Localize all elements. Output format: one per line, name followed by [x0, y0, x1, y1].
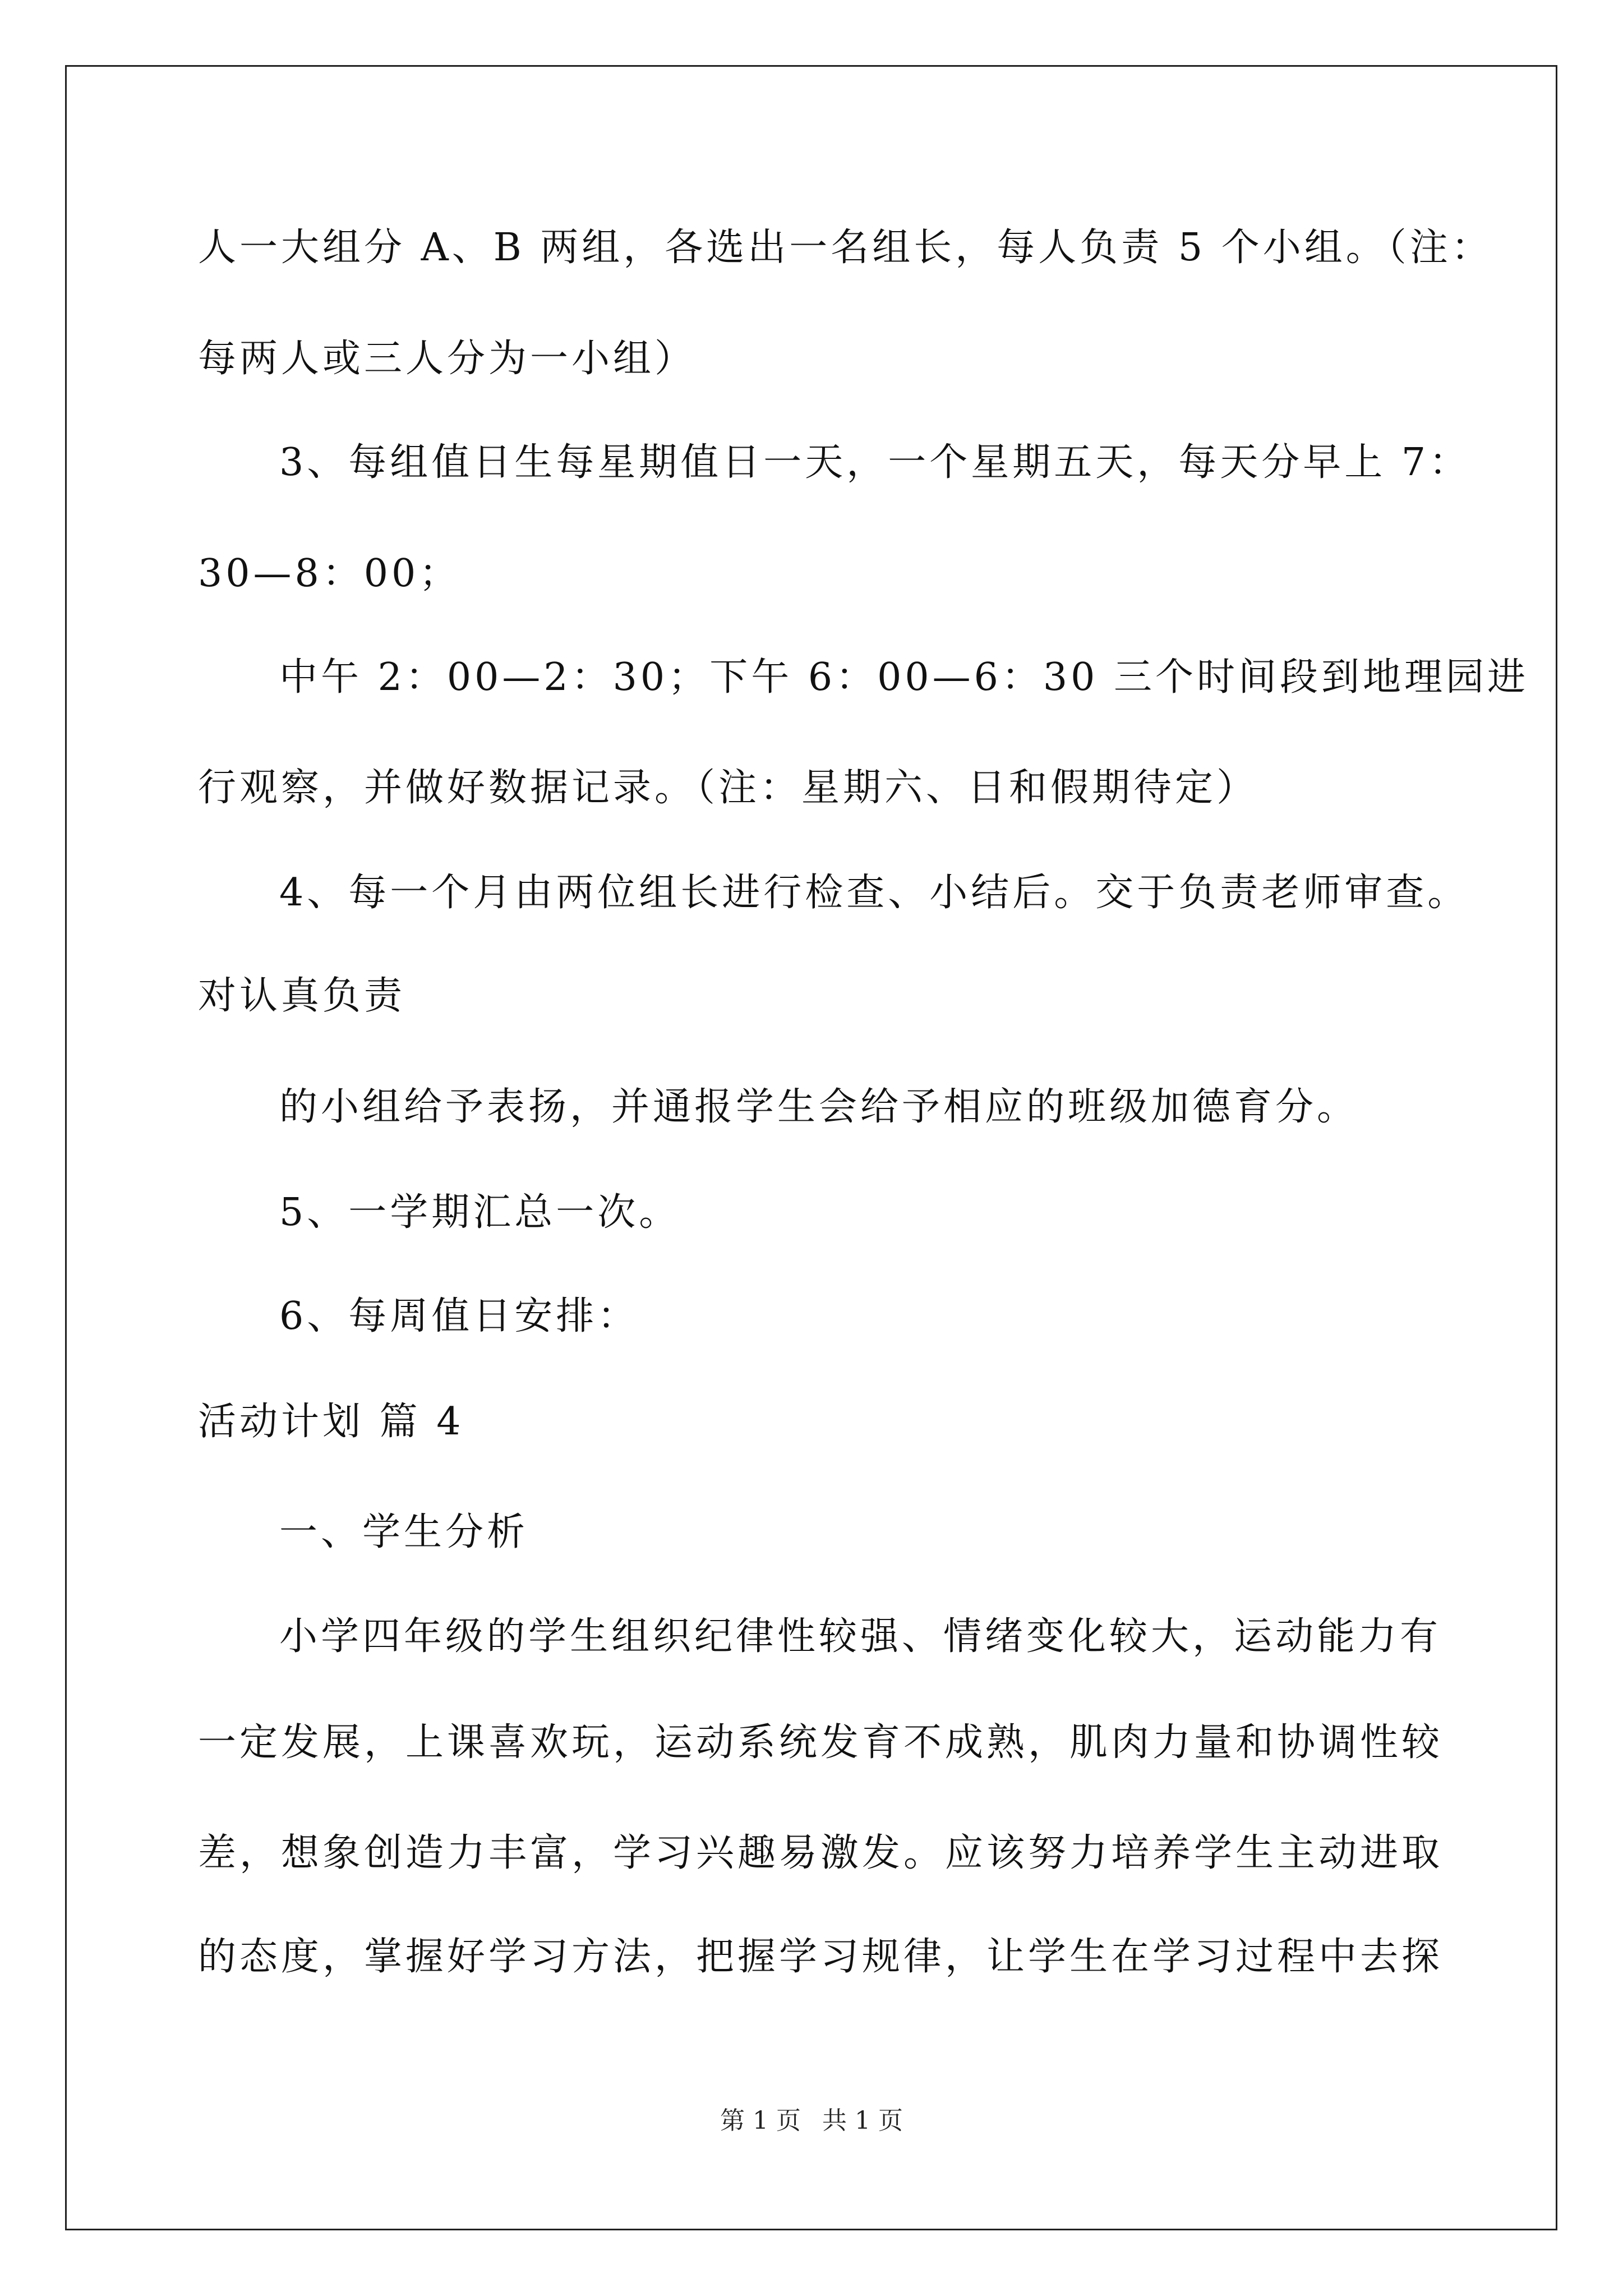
text-line: 4、每一个月由两位组长进行检查、小结后。交于负责老师审查。 [279, 871, 1469, 915]
text-line: 中午 2：00—2：30；下午 6：00—6：30 三个时间段到地理园进 [279, 655, 1529, 700]
text-line: 6、每周值日安排： [279, 1294, 639, 1338]
text-line: 小学四年级的学生组织纪律性较强、情绪变化较大，运动能力有 [279, 1614, 1442, 1659]
page-border [65, 65, 1557, 2230]
text-line: 一定发展，上课喜欢玩，运动系统发育不成熟，肌肉力量和协调性较 [198, 1720, 1444, 1765]
text-line: 的小组给予表扬，并通报学生会给予相应的班级加德育分。 [279, 1085, 1359, 1129]
text-line: 一、学生分析 [279, 1510, 529, 1554]
text-line: 3、每组值日生每星期值日一天，一个星期五天，每天分早上 7： [279, 440, 1471, 485]
text-line: 差，想象创造力丰富，学习兴趣易激发。应该努力培养学生主动进取 [198, 1831, 1444, 1875]
section-heading: 活动计划 篇 4 [198, 1400, 464, 1444]
page-number: 第 1 页 [720, 2106, 801, 2135]
page-total: 共 1 页 [822, 2106, 903, 2135]
text-line: 对认真负责 [198, 974, 406, 1018]
text-line: 30—8：00； [198, 551, 461, 596]
text-line: 行观察，并做好数据记录。（注：星期六、日和假期待定） [198, 766, 1258, 810]
text-line: 每两人或三人分为一小组） [198, 337, 697, 381]
text-line: 人一大组分 A、B 两组，各选出一名组长，每人负责 5 个小组。（注： [198, 226, 1493, 270]
page-footer [0, 2105, 1623, 2137]
text-line: 的态度，掌握好学习方法，把握学习规律，让学生在学习过程中去探 [198, 1935, 1444, 1979]
text-line: 5、一学期汇总一次。 [279, 1190, 681, 1235]
